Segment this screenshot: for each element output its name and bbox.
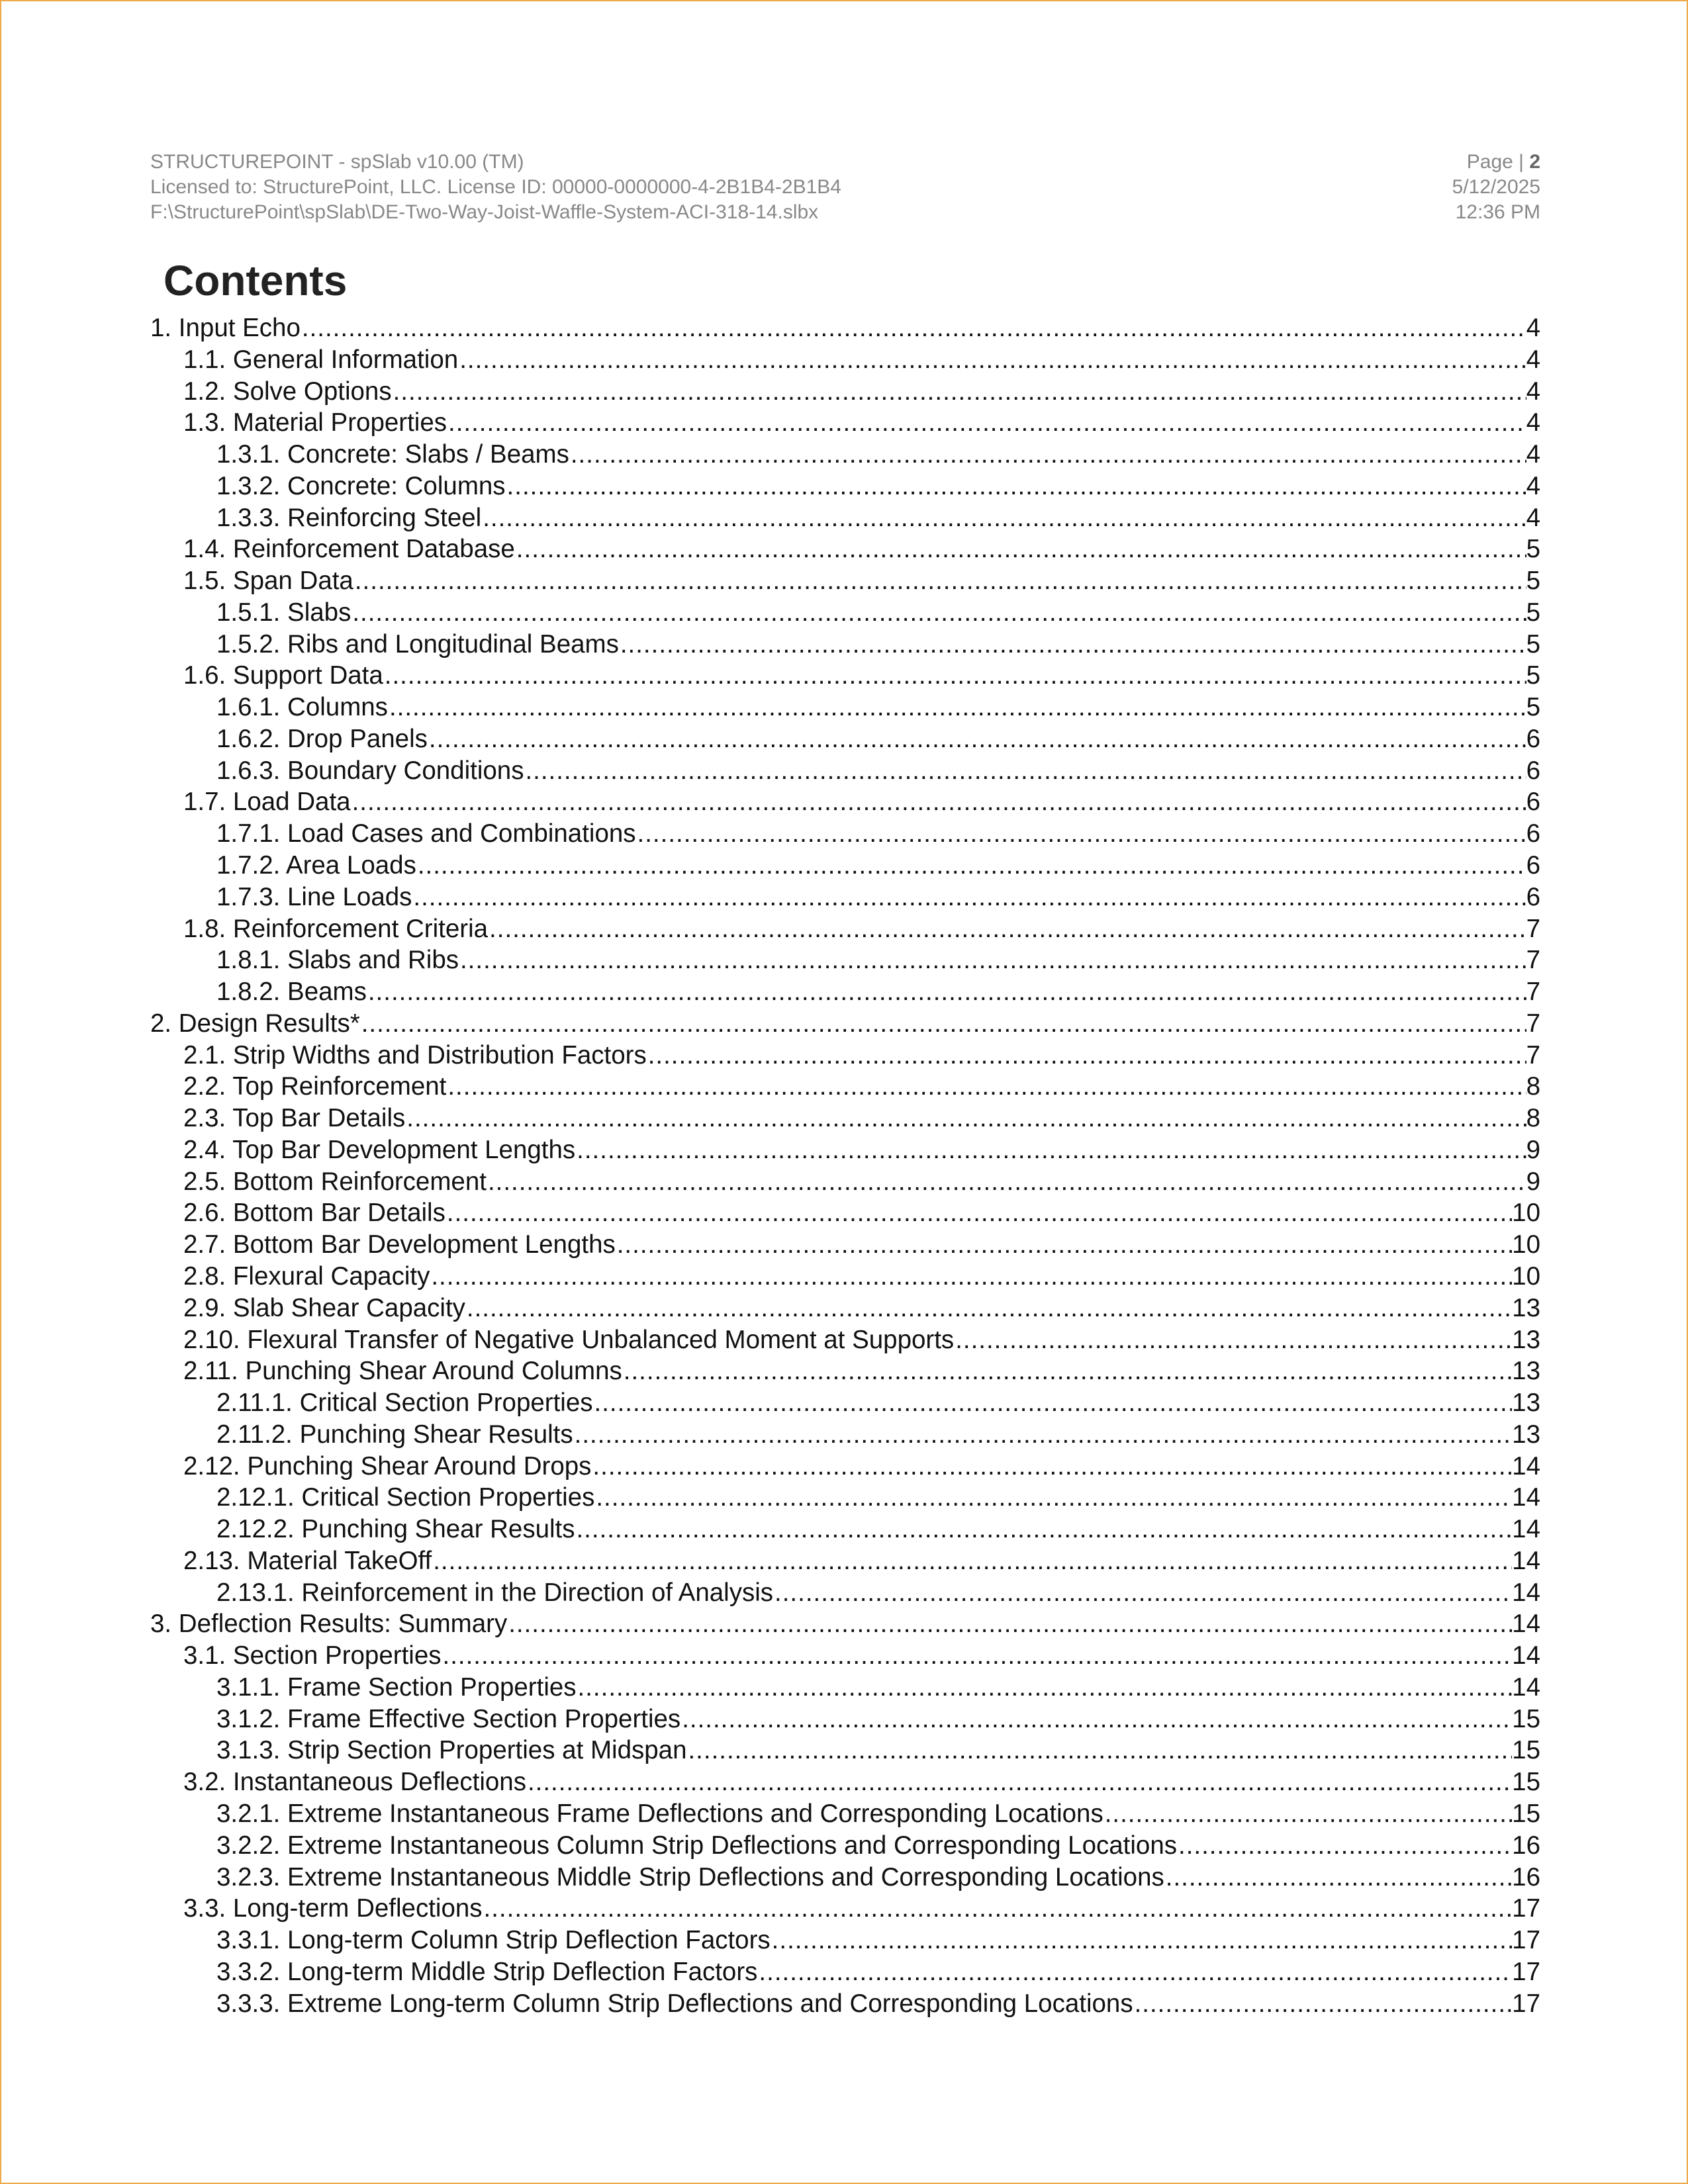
toc-entry[interactable] — [150, 1419, 1540, 1451]
toc-entry-label: 3.1.2. Frame Effective Section Properties — [216, 1704, 681, 1733]
toc-entry-page: 5 — [1526, 629, 1540, 659]
toc-entry[interactable] — [150, 976, 1540, 1008]
toc-entry-label: 3.3. Long-term Deflections — [183, 1894, 483, 1923]
toc-dot-leader — [432, 1545, 1512, 1577]
toc-dot-leader — [405, 1103, 1526, 1134]
toc-entry-label: 3.2. Instantaneous Deflections — [183, 1768, 526, 1797]
toc-dot-leader — [1177, 1830, 1512, 1862]
toc-dot-leader — [575, 1134, 1526, 1166]
header-page-number — [1452, 150, 1540, 175]
toc-dot-leader — [636, 818, 1526, 850]
toc-entry-page: 6 — [1526, 819, 1540, 848]
toc-entry[interactable] — [150, 1735, 1540, 1766]
toc-dot-leader — [459, 944, 1526, 976]
toc-entry-page: 10 — [1512, 1230, 1540, 1259]
toc-dot-leader — [351, 786, 1526, 818]
toc-entry-page: 4 — [1526, 314, 1540, 342]
toc-entry[interactable] — [150, 1862, 1540, 1893]
toc-entry[interactable] — [150, 312, 1540, 344]
toc-dot-leader — [360, 1008, 1526, 1040]
page-number: 2 — [1529, 151, 1540, 173]
toc-entry[interactable] — [150, 439, 1540, 471]
toc-entry-label: 1.4. Reinforcement Database — [183, 535, 515, 564]
toc-entry-label: 2.2. Top Reinforcement — [183, 1072, 447, 1101]
toc-entry-page: 15 — [1512, 1704, 1540, 1733]
toc-entry-label: 1.3.1. Concrete: Slabs / Beams — [216, 440, 569, 469]
toc-entry-label: 1.1. General Information — [183, 345, 459, 374]
toc-dot-leader — [446, 1071, 1526, 1103]
toc-dot-leader — [430, 1261, 1512, 1293]
toc-entry-label: 2.8. Flexural Capacity — [183, 1261, 430, 1291]
toc-entry[interactable] — [150, 1197, 1540, 1229]
toc-entry-page: 13 — [1512, 1388, 1540, 1418]
toc-entry-label: 3.3.2. Long-term Middle Strip Deflection Factors — [216, 1957, 758, 1986]
toc-dot-leader — [412, 882, 1526, 913]
toc-entry-page: 7 — [1526, 946, 1540, 975]
toc-entry-page: 17 — [1512, 1989, 1540, 2018]
toc-entry-label: 1.6.3. Boundary Conditions — [216, 756, 524, 785]
toc-entry-page: 16 — [1512, 1862, 1540, 1891]
toc-entry-page: 4 — [1526, 471, 1540, 500]
toc-entry[interactable] — [150, 786, 1540, 818]
toc-entry-label: 3.2.3. Extreme Instantaneous Middle Strip Deflections and Corresponding Locations — [216, 1862, 1164, 1891]
toc-entry[interactable] — [150, 1293, 1540, 1324]
toc-entry-label: 3.1.1. Frame Section Properties — [216, 1672, 577, 1702]
toc-entry-label: 1.8.2. Beams — [216, 978, 367, 1007]
toc-entry-label: 3. Deflection Results: Summary — [150, 1610, 508, 1639]
toc-entry-page: 17 — [1512, 1957, 1540, 1986]
toc-dot-leader — [524, 755, 1526, 787]
toc-entry-label: 2.3. Top Bar Details — [183, 1104, 406, 1133]
toc-entry-page: 9 — [1526, 1135, 1540, 1164]
toc-entry-label: 2.9. Slab Shear Capacity — [183, 1293, 465, 1322]
toc-entry-page: 7 — [1526, 914, 1540, 943]
toc-entry-page: 5 — [1526, 535, 1540, 564]
page-label: Page | — [1466, 151, 1530, 173]
toc-dot-leader — [954, 1324, 1512, 1356]
toc-entry-label: 3.1.3. Strip Section Properties at Midspan — [216, 1736, 687, 1765]
header-program: STRUCTUREPOINT - spSlab v10.00 (TM) — [150, 151, 524, 173]
toc-entry-label: 2.13. Material TakeOff — [183, 1546, 432, 1575]
toc-dot-leader — [445, 1197, 1512, 1229]
toc-dot-leader — [507, 1608, 1512, 1640]
toc-entry-label: 1.8.1. Slabs and Ribs — [216, 946, 459, 975]
toc-entry-page: 8 — [1526, 1104, 1540, 1133]
toc-entry-page: 6 — [1526, 788, 1540, 817]
toc-dot-leader — [575, 1514, 1512, 1545]
toc-entry[interactable] — [150, 1988, 1540, 2020]
toc-entry-label: 2.12.1. Critical Section Properties — [216, 1483, 595, 1512]
toc-dot-leader — [1164, 1862, 1512, 1893]
toc-dot-leader — [573, 1419, 1513, 1451]
toc-entry-page: 15 — [1512, 1799, 1540, 1828]
toc-dot-leader — [647, 1040, 1526, 1071]
toc-entry-label: 1.3.2. Concrete: Columns — [216, 471, 506, 500]
toc-dot-leader — [447, 407, 1526, 439]
header-date: 5/12/2025 — [1452, 176, 1540, 198]
toc-entry[interactable] — [150, 1040, 1540, 1071]
toc-entry[interactable] — [150, 1103, 1540, 1134]
toc-entry[interactable] — [150, 913, 1540, 945]
toc-entry[interactable] — [150, 1166, 1540, 1198]
toc-entry-label: 1.7.1. Load Cases and Combinations — [216, 819, 636, 848]
toc-entry-page: 13 — [1512, 1293, 1540, 1322]
toc-entry[interactable] — [150, 1640, 1540, 1672]
toc-entry[interactable] — [150, 1261, 1540, 1293]
toc-dot-leader — [392, 376, 1526, 408]
toc-dot-leader — [569, 439, 1526, 471]
toc-entry-label: 2.10. Flexural Transfer of Negative Unbalanced Moment at Supports — [183, 1325, 955, 1354]
header-right — [1452, 150, 1540, 225]
header-file-path: F:\StructurePoint\spSlab\DE-Two-Way-Joist-Waffle-System-ACI-318-14.slbx — [150, 201, 819, 223]
toc-entry-label: 2.11. Punching Shear Around Columns — [183, 1357, 622, 1386]
toc-entry-label: 1.6. Support Data — [183, 661, 383, 690]
toc-entry-label: 3.2.2. Extreme Instantaneous Column Strip Deflections and Corresponding Locations — [216, 1831, 1177, 1860]
toc-entry[interactable] — [150, 1766, 1540, 1798]
toc-entry-label: 1. Input Echo — [150, 314, 301, 342]
toc-entry-page: 14 — [1512, 1578, 1540, 1607]
toc-dot-leader — [506, 471, 1526, 502]
table-of-contents — [150, 312, 1540, 2019]
toc-entry-page: 9 — [1526, 1167, 1540, 1196]
toc-entry-label: 3.3.1. Long-term Column Strip Deflection Factors — [216, 1926, 771, 1955]
toc-dot-leader — [351, 597, 1526, 629]
toc-dot-leader — [526, 1766, 1512, 1798]
toc-entry[interactable] — [150, 1387, 1540, 1419]
toc-entry-page: 6 — [1526, 724, 1540, 753]
toc-dot-leader — [488, 913, 1526, 945]
toc-entry-page: 7 — [1526, 1040, 1540, 1069]
toc-entry-page: 7 — [1526, 978, 1540, 1007]
toc-dot-leader — [515, 533, 1526, 565]
toc-entry-page: 15 — [1512, 1736, 1540, 1765]
toc-entry[interactable] — [150, 376, 1540, 408]
toc-entry-label: 1.6.2. Drop Panels — [216, 724, 428, 753]
toc-dot-leader — [757, 1956, 1512, 1988]
toc-entry[interactable] — [150, 344, 1540, 376]
toc-entry-page: 10 — [1512, 1199, 1540, 1228]
toc-entry-page: 13 — [1512, 1357, 1540, 1386]
toc-entry-label: 1.5.1. Slabs — [216, 598, 352, 627]
toc-entry[interactable] — [150, 1577, 1540, 1609]
toc-entry-page: 6 — [1526, 851, 1540, 880]
toc-entry-page: 4 — [1526, 503, 1540, 532]
toc-dot-leader — [388, 692, 1526, 723]
toc-dot-leader — [577, 1672, 1513, 1704]
toc-entry-page: 14 — [1512, 1546, 1540, 1575]
toc-entry-page: 5 — [1526, 693, 1540, 722]
toc-dot-leader — [367, 976, 1526, 1008]
toc-entry-label: 2.11.2. Punching Shear Results — [216, 1420, 573, 1449]
toc-entry[interactable] — [150, 533, 1540, 565]
header-license: Licensed to: StructurePoint, LLC. License ID: 00000-0000000-4-2B1B4-2B1B4 — [150, 176, 841, 198]
toc-entry[interactable] — [150, 944, 1540, 976]
toc-dot-leader — [458, 344, 1526, 376]
toc-entry-page: 8 — [1526, 1072, 1540, 1101]
toc-entry-page: 6 — [1526, 756, 1540, 785]
toc-dot-leader — [591, 1451, 1512, 1482]
toc-entry-page: 4 — [1526, 408, 1540, 437]
toc-entry[interactable] — [150, 1324, 1540, 1356]
toc-entry[interactable] — [150, 629, 1540, 660]
toc-entry-label: 1.8. Reinforcement Criteria — [183, 914, 489, 943]
toc-dot-leader — [301, 312, 1526, 344]
toc-entry-label: 2.7. Bottom Bar Development Lengths — [183, 1230, 616, 1259]
toc-entry[interactable] — [150, 1925, 1540, 1956]
toc-entry-page: 4 — [1526, 345, 1540, 374]
toc-dot-leader — [686, 1735, 1512, 1766]
toc-entry-page: 13 — [1512, 1325, 1540, 1354]
toc-entry[interactable] — [150, 565, 1540, 597]
toc-entry-page: 14 — [1512, 1515, 1540, 1544]
toc-entry[interactable] — [150, 1514, 1540, 1545]
toc-entry-page: 15 — [1512, 1768, 1540, 1797]
toc-entry-page: 16 — [1512, 1831, 1540, 1860]
toc-dot-leader — [1103, 1798, 1512, 1830]
toc-entry-label: 2.5. Bottom Reinforcement — [183, 1167, 487, 1196]
toc-entry-label: 2.12. Punching Shear Around Drops — [183, 1451, 592, 1480]
toc-entry-page: 7 — [1526, 1009, 1540, 1038]
toc-entry[interactable] — [150, 818, 1540, 850]
toc-dot-leader — [383, 660, 1526, 692]
toc-entry-page: 13 — [1512, 1420, 1540, 1449]
toc-dot-leader — [442, 1640, 1513, 1672]
toc-entry-page: 5 — [1526, 567, 1540, 596]
header-left — [150, 150, 841, 225]
toc-entry[interactable] — [150, 1451, 1540, 1482]
toc-entry[interactable] — [150, 1355, 1540, 1387]
toc-entry-page: 4 — [1526, 377, 1540, 406]
toc-entry[interactable] — [150, 882, 1540, 913]
toc-entry-label: 2.1. Strip Widths and Distribution Factors — [183, 1040, 647, 1069]
toc-entry[interactable] — [150, 471, 1540, 502]
toc-entry-label: 1.7.3. Line Loads — [216, 882, 412, 911]
toc-dot-leader — [483, 1893, 1513, 1925]
toc-entry[interactable] — [150, 723, 1540, 755]
toc-dot-leader — [619, 629, 1526, 660]
toc-entry-label: 2.4. Top Bar Development Lengths — [183, 1135, 576, 1164]
toc-entry-label: 1.6.1. Columns — [216, 693, 388, 722]
toc-entry-page: 14 — [1512, 1641, 1540, 1670]
toc-entry-page: 5 — [1526, 598, 1540, 627]
toc-entry[interactable] — [150, 1704, 1540, 1735]
toc-dot-leader — [465, 1293, 1512, 1324]
toc-entry-page: 10 — [1512, 1261, 1540, 1291]
toc-entry[interactable] — [150, 1134, 1540, 1166]
toc-entry[interactable] — [150, 1672, 1540, 1704]
toc-dot-leader — [771, 1925, 1513, 1956]
toc-entry-label: 1.5. Span Data — [183, 567, 353, 596]
toc-entry[interactable] — [150, 1545, 1540, 1577]
toc-entry[interactable] — [150, 1956, 1540, 1988]
toc-entry-page: 14 — [1512, 1483, 1540, 1512]
toc-entry[interactable] — [150, 1830, 1540, 1862]
toc-entry-page: 17 — [1512, 1894, 1540, 1923]
toc-entry[interactable] — [150, 1008, 1540, 1040]
toc-dot-leader — [487, 1166, 1526, 1198]
toc-dot-leader — [593, 1387, 1513, 1419]
toc-entry[interactable] — [150, 755, 1540, 787]
toc-entry[interactable] — [150, 660, 1540, 692]
toc-entry[interactable] — [150, 407, 1540, 439]
toc-entry-page: 14 — [1512, 1451, 1540, 1480]
toc-dot-leader — [416, 850, 1526, 882]
toc-entry[interactable] — [150, 1482, 1540, 1514]
toc-entry-label: 2.12.2. Punching Shear Results — [216, 1515, 575, 1544]
toc-entry[interactable] — [150, 692, 1540, 723]
toc-entry-label: 1.5.2. Ribs and Longitudinal Beams — [216, 629, 619, 659]
toc-entry-label: 2.13.1. Reinforcement in the Direction of Analysis — [216, 1578, 774, 1607]
toc-entry-label: 1.3. Material Properties — [183, 408, 447, 437]
toc-entry-page: 14 — [1512, 1672, 1540, 1702]
toc-entry-page: 4 — [1526, 440, 1540, 469]
toc-entry-label: 1.2. Solve Options — [183, 377, 392, 406]
toc-entry-label: 1.3.3. Reinforcing Steel — [216, 503, 482, 532]
toc-entry-label: 3.3.3. Extreme Long-term Column Strip Deflections and Corresponding Locations — [216, 1989, 1133, 2018]
toc-entry-label: 2.11.1. Critical Section Properties — [216, 1388, 593, 1418]
toc-entry-label: 2. Design Results* — [150, 1009, 360, 1038]
toc-dot-leader — [353, 565, 1526, 597]
toc-dot-leader — [680, 1704, 1512, 1735]
toc-entry-page: 5 — [1526, 661, 1540, 690]
toc-entry[interactable] — [150, 597, 1540, 629]
toc-entry-label: 2.6. Bottom Bar Details — [183, 1199, 445, 1228]
toc-entry[interactable] — [150, 1798, 1540, 1830]
toc-entry-label: 3.2.1. Extreme Instantaneous Frame Deflections and Corresponding Locations — [216, 1799, 1103, 1828]
toc-dot-leader — [616, 1229, 1512, 1261]
toc-dot-leader — [622, 1355, 1512, 1387]
toc-entry-page: 6 — [1526, 882, 1540, 911]
toc-entry[interactable] — [150, 1229, 1540, 1261]
toc-entry-page: 17 — [1512, 1926, 1540, 1955]
toc-entry[interactable] — [150, 502, 1540, 534]
page-title: Contents — [164, 257, 348, 304]
toc-dot-leader — [481, 502, 1526, 534]
toc-dot-leader — [1133, 1988, 1513, 2020]
toc-entry-label: 1.7. Load Data — [183, 788, 351, 817]
toc-entry-page: 14 — [1512, 1610, 1540, 1639]
header-time: 12:36 PM — [1455, 201, 1540, 223]
toc-dot-leader — [428, 723, 1526, 755]
toc-entry[interactable] — [150, 850, 1540, 882]
toc-entry-label: 1.7.2. Area Loads — [216, 851, 416, 880]
toc-dot-leader — [594, 1482, 1512, 1514]
toc-entry[interactable] — [150, 1893, 1540, 1925]
toc-entry[interactable] — [150, 1608, 1540, 1640]
toc-entry[interactable] — [150, 1071, 1540, 1103]
toc-dot-leader — [773, 1577, 1512, 1609]
toc-entry-label: 3.1. Section Properties — [183, 1641, 442, 1670]
